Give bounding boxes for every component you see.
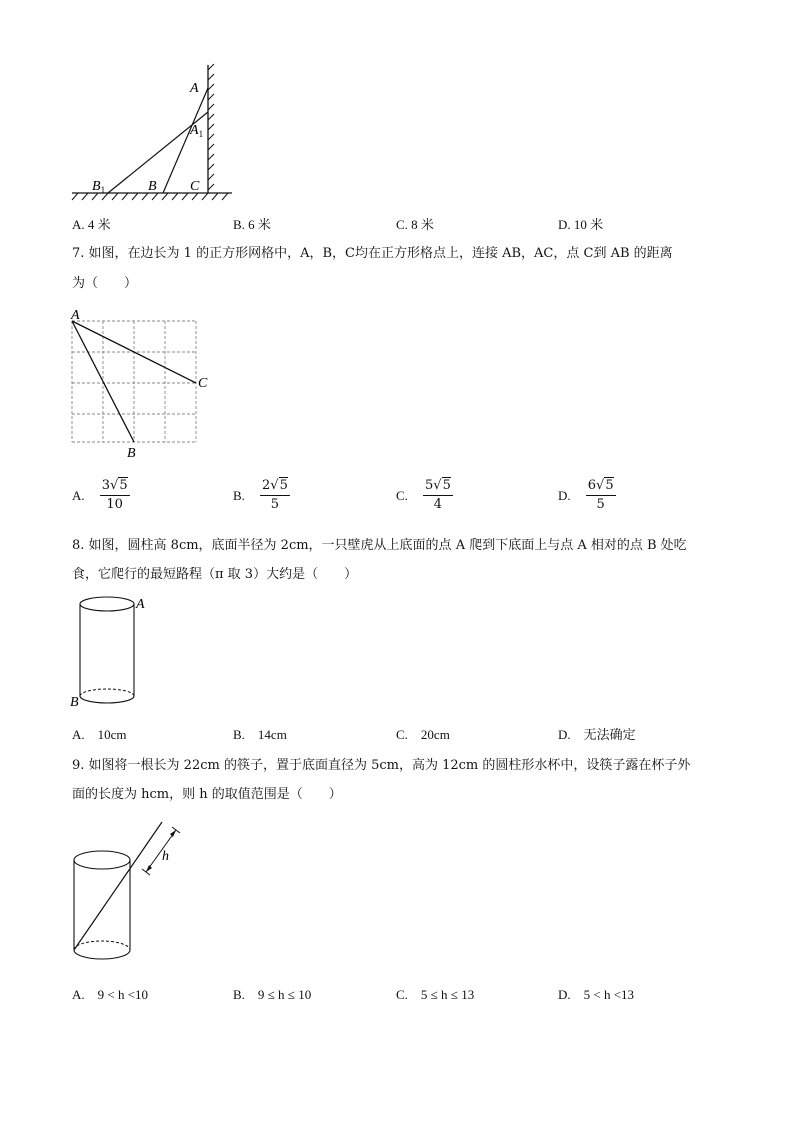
q8-option-c[interactable]: C. 20cm: [396, 727, 450, 742]
q9-option-d[interactable]: D. 5 < h <13: [558, 987, 635, 1002]
q9-option-c[interactable]: C. 5 ≤ h ≤ 13: [396, 987, 475, 1002]
q9-label-h: h: [162, 849, 169, 864]
q6-label-B: B: [148, 179, 157, 194]
q8-option-b[interactable]: B. 14cm: [233, 727, 287, 742]
q9-option-b[interactable]: B. 9 ≤ h ≤ 10: [233, 987, 312, 1002]
q8-option-a[interactable]: A. 10cm: [72, 727, 127, 742]
q6-label-A: A: [190, 81, 199, 96]
q7-label-A: A: [71, 308, 80, 323]
q6-label-B1: $B_1$: [92, 179, 106, 195]
q8-cylinder-figure: [66, 592, 156, 712]
q9-cup-figure: [66, 814, 196, 974]
q7-stem-line1: 7. 如图，在边长为 1 的正方形网格中，A，B，C均在正方形格点上，连接 AB，AC，点 C到 AB 的距离: [72, 246, 673, 261]
q6-option-d[interactable]: D. 10 米: [558, 217, 604, 232]
q6-label-A1: $A_1$: [190, 123, 204, 139]
q8-stem-line2: 食，它爬行的最短路程（π 取 3）大约是（ ）: [72, 567, 358, 582]
q7-option-c[interactable]: C. $\frac{5√5}{4}$: [396, 478, 451, 512]
q6-label-C: C: [190, 179, 200, 194]
q7-label-C: C: [198, 376, 208, 391]
q7-option-d[interactable]: D. $\frac{6√5}{5}$: [558, 478, 614, 512]
q6-option-c[interactable]: C. 8 米: [396, 217, 434, 232]
q9-option-a[interactable]: A. 9 < h <10: [72, 987, 149, 1002]
q7-option-b[interactable]: B. $\frac{2√5}{5}$: [233, 478, 288, 512]
q9-stem-line2: 面的长度为 hcm，则 h 的取值范围是（ ）: [72, 787, 342, 802]
q6-option-a[interactable]: A. 4 米: [72, 217, 111, 232]
q6-figure: [68, 60, 238, 205]
q8-stem-line1: 8. 如图，圆柱高 8cm，底面半径为 2cm，一只壁虎从上底面的点 A 爬到下底面上与点 A 相对的点 B 处吃: [72, 538, 687, 553]
q8-label-B: B: [70, 695, 79, 710]
q8-option-d[interactable]: D. 无法确定: [558, 727, 636, 742]
q7-grid-figure: [62, 305, 222, 460]
q7-option-a[interactable]: A. $\frac{3√5}{10}$: [72, 478, 128, 512]
q8-label-A: A: [136, 597, 145, 612]
q7-label-B: B: [127, 446, 136, 460]
q7-stem-line2: 为（ ）: [72, 276, 138, 291]
q9-stem-line1: 9. 如图将一根长为 22cm 的筷子，置于底面直径为 5cm，高为 12cm 的圆柱形水杯中，设筷子露在杯子外: [72, 758, 691, 773]
q6-option-b[interactable]: B. 6 米: [233, 217, 271, 232]
